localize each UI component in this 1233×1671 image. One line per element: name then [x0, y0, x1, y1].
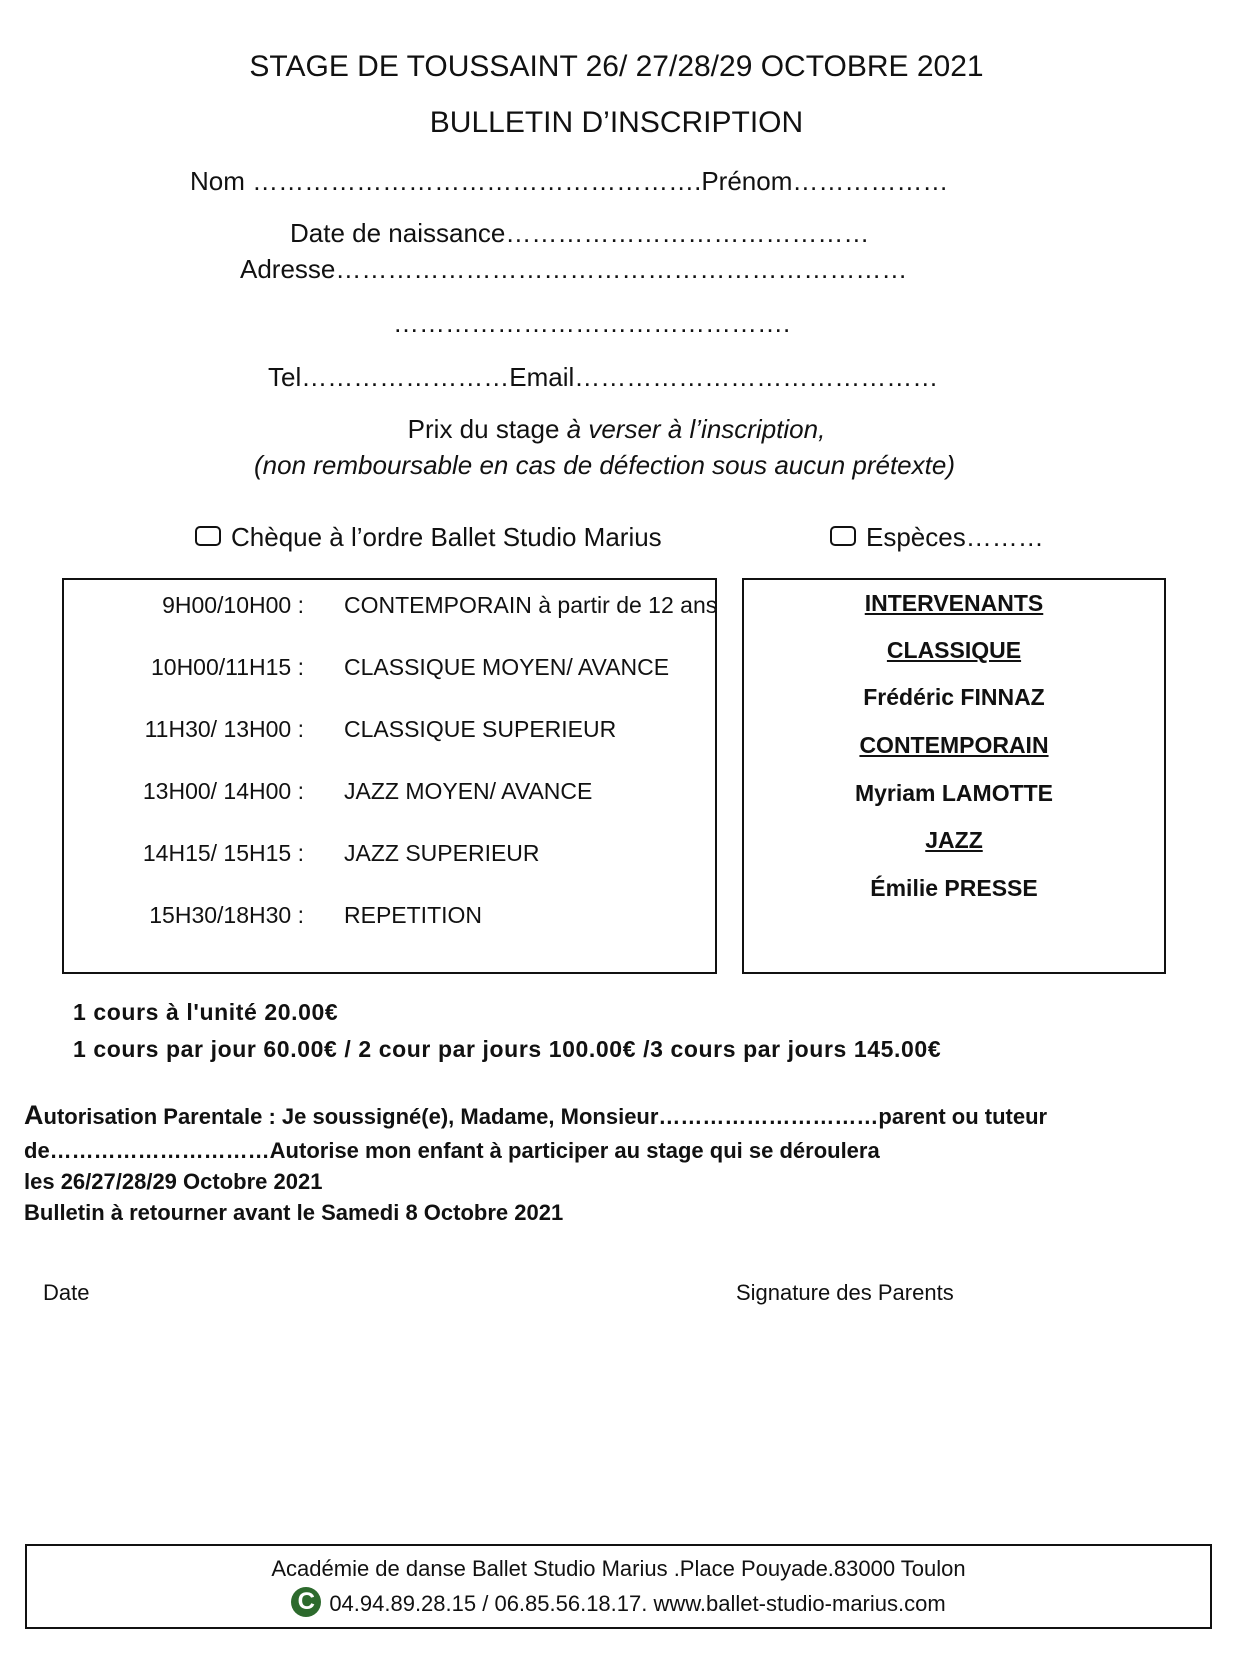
intervenants-box — [742, 578, 1166, 974]
schedule-time: 14H15/ 15H15 : — [142, 840, 304, 866]
schedule-course: REPETITION — [344, 902, 483, 928]
authorization-line-1 — [24, 1100, 1047, 1131]
contemporain-teacher: Myriam LAMOTTE — [854, 780, 1054, 806]
intervenants-heading: INTERVENANTS — [864, 590, 1044, 616]
authorization-text: utorisation Parentale : Je soussigné(e), Madame, Monsieur…………………………parent ou tuteur — [43, 1104, 1048, 1129]
authorization-line-3: les 26/27/28/29 Octobre 2021 — [24, 1169, 323, 1194]
cheque-checkbox[interactable] — [195, 526, 221, 546]
date-label: Date — [43, 1280, 90, 1305]
pricing-per-day: 1 cours par jour 60.00€ / 2 cour par jours 100.00€ /3 cours par jours 145.00€ — [73, 1036, 942, 1062]
footer-contact — [27, 1590, 1210, 1620]
page-subtitle: BULLETIN D’INSCRIPTION — [429, 106, 804, 139]
adresse-field[interactable]: Adresse………………………………………………………… — [240, 254, 908, 284]
schedule-time: 13H00/ 14H00 : — [142, 778, 304, 804]
schedule-time: 11H30/ 13H00 : — [144, 716, 304, 742]
footer-box — [25, 1544, 1212, 1629]
return-deadline: Bulletin à retourner avant le Samedi 8 Octobre 2021 — [24, 1200, 564, 1225]
footer-address: Académie de danse Ballet Studio Marius .Place Pouyade.83000 Toulon — [271, 1556, 966, 1581]
especes-checkbox[interactable] — [830, 526, 856, 546]
especes-option[interactable] — [830, 522, 1044, 553]
adresse-suite-field[interactable]: ………………………………………. — [393, 308, 791, 338]
schedule-course: JAZZ MOYEN/ AVANCE — [344, 778, 593, 804]
nom-prenom-field[interactable]: Nom …………………………………………….Prénom……………… — [190, 166, 949, 196]
tel-email-field[interactable]: Tel……………………Email…………………………………… — [268, 362, 939, 392]
schedule-time: 9H00/10H00 : — [162, 592, 304, 618]
authorization-initial: A — [24, 1100, 44, 1130]
cheque-option[interactable] — [195, 522, 662, 553]
classique-teacher: Frédéric FINNAZ — [863, 684, 1045, 710]
classique-label: CLASSIQUE — [886, 637, 1022, 663]
jazz-label: JAZZ — [925, 827, 983, 853]
schedule-time: 15H30/18H30 : — [149, 902, 304, 928]
price-note-refund: (non remboursable en cas de défection sous aucun prétexte) — [254, 450, 955, 480]
jazz-teacher: Émilie PRESSE — [870, 875, 1038, 901]
pricing-unit: 1 cours à l'unité 20.00€ — [73, 999, 339, 1025]
price-note-italic: à verser à l’inscription, — [566, 414, 826, 444]
signature-label: Signature des Parents — [736, 1280, 954, 1305]
price-note-normal: Prix du stage — [407, 414, 567, 444]
cheque-label: Chèque à l’ordre Ballet Studio Marius — [231, 522, 662, 552]
date-naissance-field[interactable]: Date de naissance…………………………………… — [290, 218, 870, 248]
page-title: STAGE DE TOUSSAINT 26/ 27/28/29 OCTOBRE 2021 — [249, 50, 984, 83]
schedule-time: 10H00/11H15 : — [150, 654, 304, 680]
especes-label: Espèces……… — [866, 522, 1044, 552]
authorization-line-2: de…………………………Autorise mon enfant à participer au stage qui se déroulera — [24, 1138, 880, 1163]
schedule-course: CONTEMPORAIN à partir de 12 ans — [344, 592, 718, 618]
schedule-course: CLASSIQUE SUPERIEUR — [344, 716, 617, 742]
schedule-course: CLASSIQUE MOYEN/ AVANCE — [344, 654, 670, 680]
contemporain-label: CONTEMPORAIN — [859, 732, 1049, 758]
footer-contact-text: 04.94.89.28.15 / 06.85.56.18.17. www.ballet-studio-marius.com — [329, 1590, 946, 1616]
schedule-course: JAZZ SUPERIEUR — [344, 840, 540, 866]
schedule-box — [62, 578, 717, 974]
price-note — [0, 414, 1233, 445]
phone-icon: C — [291, 1587, 321, 1617]
